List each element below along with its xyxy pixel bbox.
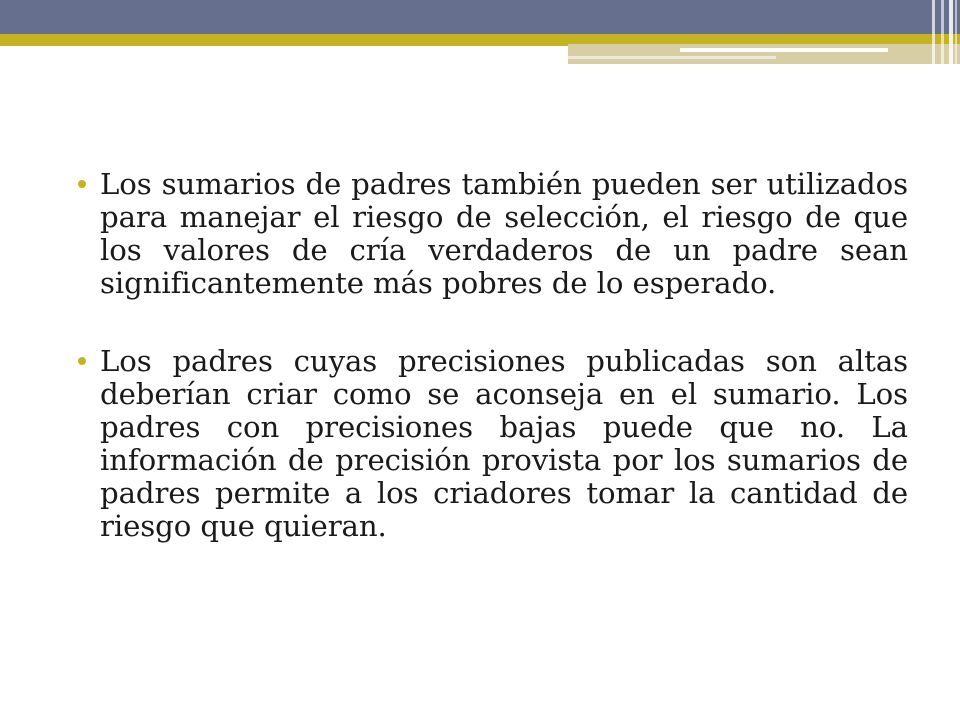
header-stripe (941, 0, 944, 64)
header-band (0, 0, 960, 34)
bullet-text-2: Los padres cuyas precisiones publicadas son altas deberían criar como se aconseja en el sumario. Los padres con precisiones bajas puede que no. La información de precisión provista por los sumarios de padres permite a los criadores tomar la cantidad de riesgo que quieran. (100, 344, 908, 543)
bullet-list (78, 168, 908, 543)
header-white-accent-secondary (568, 56, 776, 59)
header-white-accent (680, 48, 888, 52)
bullet-item-1 (78, 168, 908, 300)
slide-body (78, 168, 908, 543)
bullet-item-2 (78, 345, 908, 543)
bullet-dot-icon (78, 357, 86, 365)
bullet-text-1: Los sumarios de padres también pueden ser utilizados para manejar el riesgo de selección, el riesgo de que los valores de cría verdaderos de un padre sean significantemente más pobres de lo esperado. (100, 167, 908, 300)
header-stripe (932, 0, 935, 64)
header-olive-accent (568, 44, 960, 64)
header-stripe (949, 0, 953, 64)
header-stripe (955, 0, 957, 64)
bullet-dot-icon (78, 180, 86, 188)
